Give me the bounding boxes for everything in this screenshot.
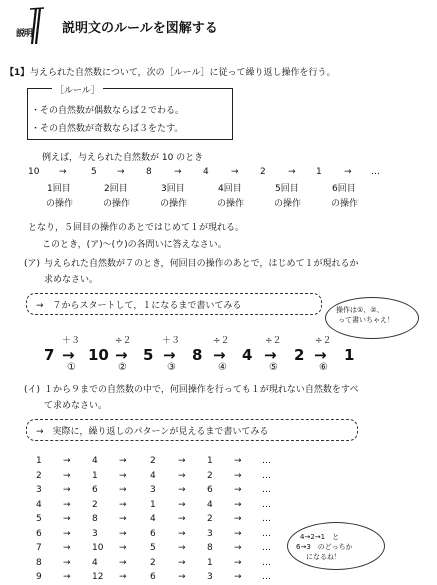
step-label: 3回目 — [161, 184, 185, 194]
seq-arrow: → — [62, 346, 75, 364]
table-arrow: → — [234, 514, 242, 524]
seq-ellipsis: … — [371, 167, 380, 177]
table-arrow: → — [63, 456, 71, 466]
table-ellipsis: … — [262, 572, 271, 582]
table-arrow: → — [119, 572, 127, 582]
table-arrow: → — [63, 499, 71, 510]
table-arrow: → — [234, 485, 242, 495]
table-cell: 3 — [36, 485, 42, 495]
bubble-text: 6→3 のどっちか — [296, 543, 353, 551]
op-annotation: ÷２ — [315, 336, 332, 346]
table-cell: 1 — [36, 456, 42, 466]
step-label: 4回目 — [218, 184, 242, 194]
step-circle: ④ — [218, 362, 227, 373]
table-arrow: → — [178, 470, 186, 481]
table-arrow: → — [178, 528, 186, 539]
seq-number: 2 — [260, 167, 266, 177]
rule-item: ・その自然数が偶数ならば２でわる。 — [31, 106, 185, 116]
cloud-text: って書いちゃえ！ — [338, 316, 394, 324]
seq-number: 4 — [203, 167, 209, 177]
table-arrow: → — [234, 456, 242, 466]
table-cell: 3 — [207, 528, 213, 539]
problem-number: 【1】 — [5, 68, 30, 78]
table-arrow: → — [63, 557, 71, 568]
table-cell: 4 — [150, 470, 156, 481]
table-arrow: → — [234, 543, 242, 553]
table-arrow: → — [234, 572, 242, 582]
seq-number: 2 — [294, 346, 305, 364]
seq-number: 4 — [242, 346, 253, 364]
table-arrow: → — [119, 543, 127, 553]
op-label: の操作 — [103, 199, 131, 209]
hint-text: → 実際に，繰り返しのパターンが見えるまで書いてみる — [36, 427, 269, 437]
logo-text: 説明 — [16, 29, 33, 39]
table-arrow: → — [63, 528, 71, 539]
table-cell: 6 — [207, 485, 213, 495]
table-arrow: → — [119, 528, 127, 539]
bubble-text: になるね！ — [306, 553, 341, 561]
table-arrow: → — [234, 528, 242, 539]
table-cell: 9 — [36, 572, 42, 582]
table-arrow: → — [63, 572, 71, 582]
seq-number: 5 — [143, 346, 154, 364]
op-label: の操作 — [160, 199, 188, 209]
table-cell: 5 — [36, 514, 42, 524]
table-arrow: → — [234, 557, 242, 568]
question-label: (イ) — [24, 385, 41, 395]
table-cell: 4 — [92, 557, 98, 568]
seq-arrow: → — [59, 167, 67, 177]
table-ellipsis: … — [262, 514, 271, 524]
table-cell: 1 — [207, 557, 213, 568]
op-label: の操作 — [331, 199, 359, 209]
seq-number: 10 — [88, 346, 109, 364]
table-cell: 3 — [207, 572, 213, 582]
table-cell: 1 — [150, 499, 156, 510]
table-cell: 2 — [150, 456, 156, 466]
table-arrow: → — [178, 485, 186, 495]
seq-number: 8 — [146, 167, 152, 177]
table-cell: 3 — [150, 485, 156, 495]
table-arrow: → — [119, 499, 127, 510]
step-circle: ③ — [167, 362, 176, 373]
op-label: の操作 — [46, 199, 74, 209]
table-cell: 5 — [150, 543, 156, 553]
table-cell: 4 — [150, 514, 156, 524]
step-circle: ① — [67, 362, 76, 373]
seq-arrow: → — [117, 167, 125, 177]
table-arrow: → — [63, 470, 71, 481]
question-text: て求めなさい。 — [44, 401, 108, 411]
table-cell: 2 — [36, 470, 42, 481]
op-annotation: ÷２ — [265, 336, 282, 346]
table-arrow: → — [119, 557, 127, 568]
table-arrow: → — [234, 499, 242, 510]
rule-title: ［ルール］ — [52, 83, 103, 96]
table-cell: 12 — [92, 572, 104, 582]
table-arrow: → — [234, 470, 242, 481]
table-cell: 8 — [207, 543, 213, 553]
table-arrow: → — [178, 543, 186, 553]
seq-arrow: → — [344, 167, 352, 177]
step-label: 1回目 — [47, 184, 71, 194]
rule-item: ・その自然数が奇数ならば３をたす。 — [31, 124, 184, 134]
table-arrow: → — [178, 557, 186, 568]
op-annotation: ÷２ — [115, 336, 132, 346]
table-arrow: → — [178, 514, 186, 524]
seq-number: 8 — [192, 346, 203, 364]
question-text: １から９までの自然数の中で，何回操作を行っても１が現れない自然数をすべ — [44, 385, 359, 395]
table-arrow: → — [63, 485, 71, 495]
table-arrow: → — [178, 456, 186, 466]
table-arrow: → — [119, 485, 127, 495]
question-text: 与えられた自然数が７のとき，何回目の操作のあとで，はじめて１が現れるか — [44, 259, 359, 269]
seq-arrow: → — [174, 167, 182, 177]
table-arrow: → — [119, 470, 127, 481]
op-annotation: ÷２ — [213, 336, 230, 346]
cloud-text: 操作は①、②、 — [336, 306, 384, 314]
op-label: の操作 — [217, 199, 245, 209]
table-arrow: → — [178, 572, 186, 582]
table-cell: 1 — [92, 470, 98, 481]
table-cell: 6 — [150, 572, 156, 582]
hint-text: → ７からスタートして，１になるまで書いてみる — [36, 301, 242, 311]
seq-number: 1 — [344, 346, 355, 364]
seq-arrow: → — [163, 346, 176, 364]
seq-arrow: → — [314, 346, 327, 364]
step-label: 2回目 — [104, 184, 128, 194]
seq-number: 10 — [28, 167, 40, 177]
table-cell: 4 — [92, 456, 98, 466]
table-ellipsis: … — [262, 499, 271, 510]
table-cell: 1 — [207, 456, 213, 466]
table-arrow: → — [119, 456, 127, 466]
seq-number: 5 — [91, 167, 97, 177]
table-cell: 6 — [92, 485, 98, 495]
table-cell: 8 — [92, 514, 98, 524]
table-ellipsis: … — [262, 485, 271, 495]
table-cell: 3 — [92, 528, 98, 539]
example-lead: 例えば，与えられた自然数が 10 のとき — [42, 153, 204, 163]
conclusion: となり，５回目の操作のあとではじめて１が現れる。 — [28, 223, 245, 233]
seq-arrow: → — [231, 167, 239, 177]
table-cell: 2 — [150, 557, 156, 568]
question-label: (ア) — [24, 259, 41, 269]
table-ellipsis: … — [262, 470, 271, 481]
table-arrow: → — [119, 514, 127, 524]
table-cell: 4 — [207, 499, 213, 510]
step-circle: ⑤ — [269, 362, 278, 373]
seq-number: 7 — [44, 346, 55, 364]
table-ellipsis: … — [262, 557, 271, 568]
table-cell: 2 — [207, 470, 213, 481]
bubble-text: 4→2→1 と — [300, 533, 340, 541]
op-label: の操作 — [274, 199, 302, 209]
op-annotation: ＋３ — [162, 336, 181, 346]
op-annotation: ＋３ — [62, 336, 81, 346]
page-title: 説明文のルールを図解する — [62, 21, 218, 36]
table-cell: 2 — [207, 514, 213, 524]
table-cell: 6 — [150, 528, 156, 539]
seq-arrow: → — [288, 167, 296, 177]
table-cell: 4 — [36, 499, 42, 510]
step-circle: ② — [118, 362, 127, 373]
seq-arrow: → — [213, 346, 226, 364]
step-label: 6回目 — [332, 184, 356, 194]
table-arrow: → — [63, 543, 71, 553]
question-text: 求めなさい。 — [44, 275, 99, 285]
table-ellipsis: … — [262, 543, 271, 553]
problem-intro: 与えられた自然数について，次の［ルール］に従って繰り返し操作を行う。 — [30, 68, 336, 78]
table-cell: 10 — [92, 543, 104, 553]
seq-number: 1 — [316, 167, 322, 177]
table-arrow: → — [178, 499, 186, 510]
instruction: このとき，(ア)〜(ウ)の各問いに答えなさい。 — [42, 240, 227, 250]
table-ellipsis: … — [262, 528, 271, 539]
seq-arrow: → — [264, 346, 277, 364]
table-ellipsis: … — [262, 456, 271, 466]
logo-icon — [14, 6, 50, 46]
table-cell: 8 — [36, 557, 42, 568]
table-arrow: → — [63, 514, 71, 524]
table-cell: 7 — [36, 543, 42, 553]
step-circle: ⑥ — [319, 362, 328, 373]
table-cell: 6 — [36, 528, 42, 539]
step-label: 5回目 — [275, 184, 299, 194]
seq-arrow: → — [115, 346, 128, 364]
table-cell: 2 — [92, 499, 98, 510]
